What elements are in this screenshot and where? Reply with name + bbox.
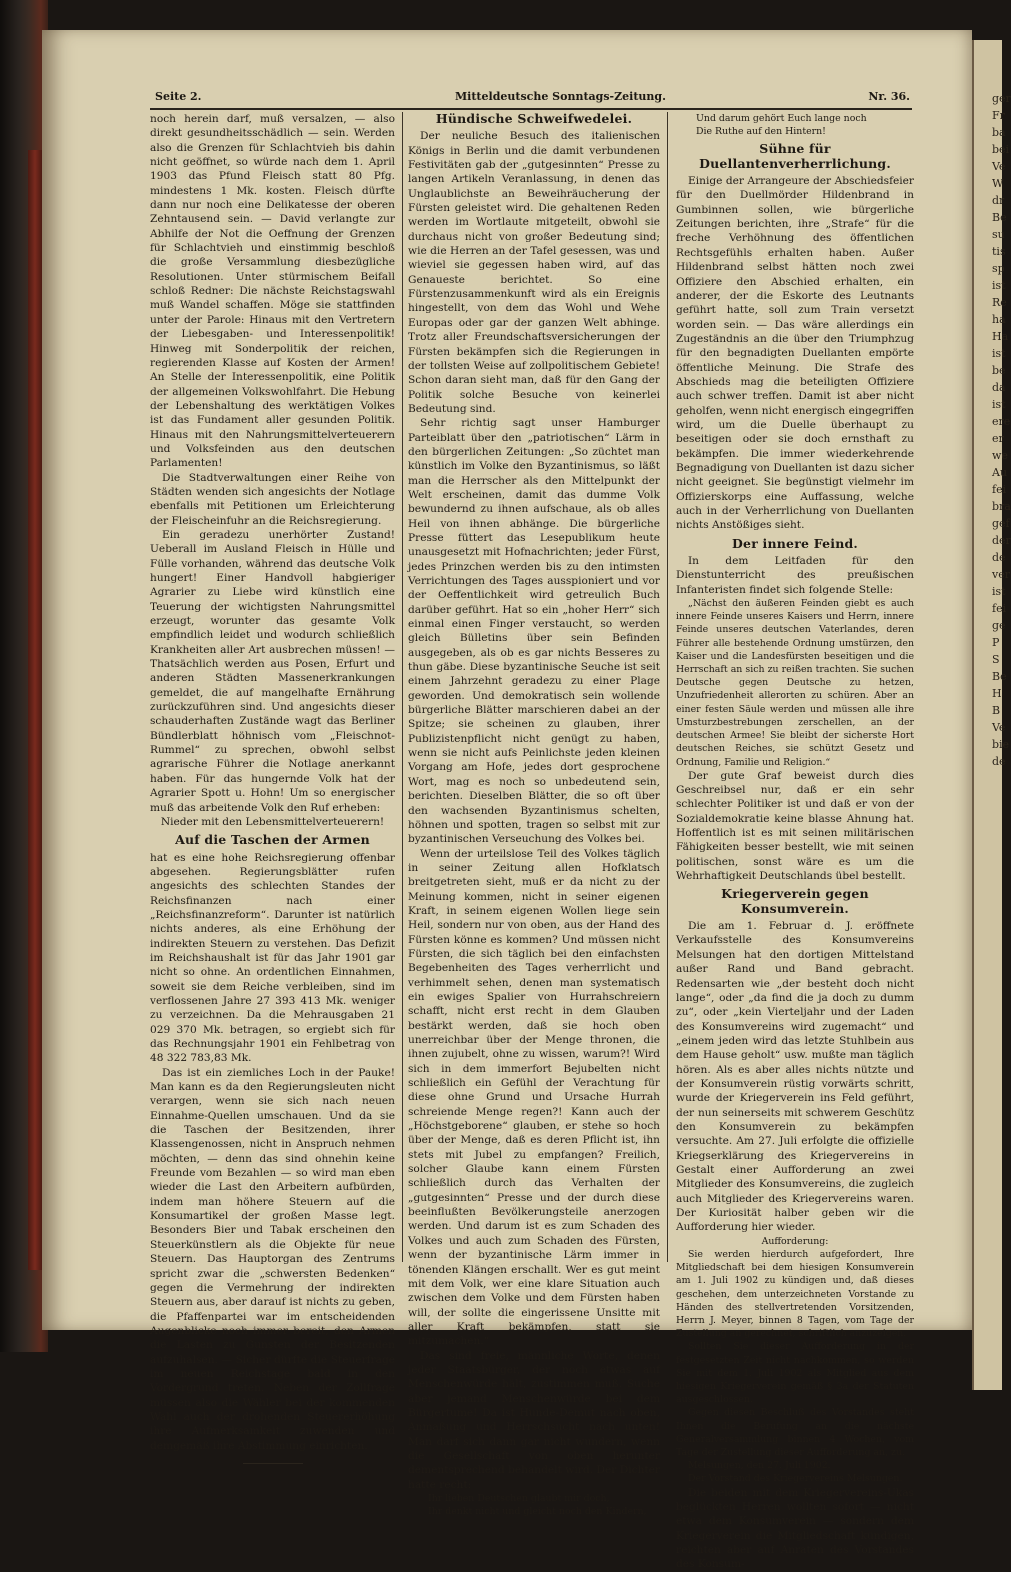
- paragraph: hat es eine hohe Reichsregierung offenbar abgesehen. Regierungsblätter rufen angesichts des schlechten Standes der Reichsfinanzen nach einer „Reichsfinanzreform“. Darunter ist natürlich nichts anderes, als eine Erhöhung der indirekten Steuern zu verstehen. Das Defizit im Reichshaushalt ist für das Jahr 1901 gar nicht so ohne. An ordentlichen Einnahmen, soweit sie dem Reiche verbleiben, sind im verflossenen Jahre 27 393 413 Mk. weniger zu verzeichnen. Da die Mehrausgaben 21 029 370 Mk. betragen, so ergiebt sich für das Rechnungsjahr 1901 ein Fehlbetrag von 48 322 783,83 Mk.: [150, 851, 395, 1065]
- cut-off-line-fragment: fei: [992, 602, 1007, 615]
- paragraph: Der neuliche Besuch des italienischen Königs in Berlin und die damit verbundenen Festivitäten gab der „gutgesinnten“ Presse zu langen Artikeln Veranlassung, in denen das Unglaublichste an Beweihräucherung der Fürsten geleistet wird. Die gehaltenen Reden werden im Wortlaute mitgeteilt, obwohl sie durchaus nicht von großer Bedeutung sind; wie die Herren an der Tafel gesessen, was und wieviel sie gegessen haben wird, auf das Genaueste berichtet. So eine Fürstenzusammenkunft wird als ein Ereignis hingestellt, von dem das Wohl und Wehe Europas oder gar der ganzen Welt abhinge. Trotz aller Freundschaftsversicherungen der Fürsten bekämpfen sich die Regierungen in der tollsten Weise auf zollpolitischem Gebiete! Schon daran sieht man, daß für den Gang der Politik solche Besuche von keinerlei Bedeutung sind.: [408, 130, 660, 415]
- article-heading: Kriegerverein gegen Konsumverein.: [721, 886, 869, 916]
- verse-line: Ihr denkt nicht und gleicht noch den Kindern,: [428, 1506, 647, 1518]
- paragraph: Wenn der urteilslose Teil des Volkes täglich in seiner Zeitung allen Hofklatsch breitgetreten sieht, muß er da nicht zu der Meinung kommen, nicht in seiner eigenen Kraft, in seinem eigenen Wollen liege sein Heil, sondern nur von oben, aus der Hand des Fürsten könne es kommen? Und müssen nicht Fürsten, die sich täglich bei den einfachsten Begebenheiten des Tages verherrlicht und verhimmelt sehen, denen man systematisch ein ewiges Spalier von Hurrahschreiern schafft, nicht erst recht in dem Glauben bestärkt werden, daß sie hoch oben unerreichbar über der Menge thronen, die ihnen zujubelt, ohne zu wissen, warum?! Wird sich in dem immerfort Bejubelten nicht schließlich ein Gefühl der Verachtung für diese ohne Grund und Ursache Hurrah schreiende Menge regen?! Kann auch der „Höchstgeborene“ glauben, er stehe so hoch über der Menge, daß es deren Pflicht ist, ihn stets mit Jubel zu empfangen? Freilich, solcher Glaube kann einem Fürsten schließlich durch das Verhalten der „gutgesinnten“ Presse und der durch diese beeinflußten Bevölkerungsteile anerzogen werden. Und darum ist es zum Schaden des Volkes und auch zum Schaden des Fürsten, wenn der byzantinische Lärm immer in tönenden Klängen erschallt. Wer es gut meint mit dem Volk, wer eine klare Situation auch zwischen dem Volke und dem Fürsten haben will, der sollte die eingerissene Unsitte mit aller Kraft bekämpfen, statt sie mitzumachen.“: [408, 847, 660, 1348]
- cut-off-line-fragment: dr: [992, 194, 1005, 207]
- newspaper-title: Mitteldeutsche Sonntags-Zeitung.: [455, 90, 666, 103]
- paragraph: Das ist ein ziemliches Loch in der Pauke! Man kann es da den Regierungsleuten nicht verargen, wenn sie sich nach neuen Einnahme-Quellen umschauen. Und da sie die Taschen der Besitzenden, ihrer Klassengenossen, nicht in Anspruch nehmen möchten, — denn das sind ohnehin keine Freunde vom Bezahlen — so wird man eben wieder die Last den Arbeitern aufbürden, indem man höhere Steuern auf die Konsumartikel der großen Masse legt. Besonders Bier und Tabak erscheinen den Steuerkünstlern als die Objekte für neue Steuern. Das Hauptorgan des Zentrums spricht zwar die „schwersten Bedenken“ gegen die Vermehrung der indirekten Steuern aus, aber darauf ist nichts zu geben, die Pfaffenpartei war im entscheidenden Augenblicke noch immer bereit, den Armen die Lasten zu Gunsten der Besitzenden aufzuhalsen. — Sicher dürfte die Steuerfrage im neuen Reichstage bald in den Vordergrund treten. Neben der Zollfrage müssen also die Wähler bei der kommenden Wahl auch der drohenden Steuererhöhung ihre Aufmerksamkeit zuwenden und demgemäß ihre Abstimmung einrichten.: [150, 1066, 395, 1452]
- cut-off-line-fragment: fei: [992, 483, 1007, 496]
- cut-off-line-fragment: W: [992, 177, 1004, 190]
- column-3: [676, 112, 914, 1572]
- cut-off-line-fragment: ist: [992, 585, 1006, 598]
- cut-off-line-fragment: ger: [992, 92, 1011, 105]
- spine-cloth: [28, 150, 42, 1270]
- paragraph: In dem Leitfaden für den Dienstunterricht des preußischen Infanteristen findet sich folgende Stelle:: [676, 555, 914, 596]
- paragraph: Die am 1. Februar d. J. eröffnete Verkaufsstelle des Konsumvereins Melsungen hat den dortigen Mittelstand außer Rand und Band gebracht. Redensarten wie „der besteht doch nicht lange“, oder „da find die ja doch zu dumm zu“, oder „kein Vierteljahr und der Laden des Konsumvereins wird zugemacht“ und „einem jeden wird das letzte Stuhlbein aus dem Hause geholt“ usw. mußte man täglich hören. Als es aber alles nichts nützte und der Konsumverein rüstig vorwärts schritt, wurde der Kriegerverein ins Feld geführt, der nun seinerseits mit schwerem Geschütz den Konsumverein zu bekämpfen versuchte. Am 27. Juli erfolgte die offizielle Kriegserklärung des Kriegervereins in Gestalt einer Aufforderung an zwei Mitglieder des Konsumvereins, die zugleich auch Mitglieder des Kriegervereins waren. Der Kuriosität halber geben wir die Aufforderung hier wieder.: [676, 920, 914, 1234]
- cut-off-line-fragment: su: [992, 228, 1005, 241]
- cut-off-line-fragment: de: [992, 551, 1006, 564]
- paragraph: noch herein darf, muß versalzen, — also direkt gesundheitsschädlich — sein. Werden also die Grenzen für Schlachtvieh bis dahin nicht geöffnet, so würde nach dem 1. April 1903 das Pfund Fleisch statt 80 Pfg. mindestens 1 Mk. kosten. Fleisch dürfte dann nur noch eine Delikatesse der oberen Zehntausend sein. — David verlangte zur Abhilfe der Not die Oeffnung der Grenzen für Schlachtvieh und einstimmig beschloß die große Versammlung diesbezügliche Resolutionen. Unter stürmischem Beifall schloß Redner: Die nächste Reichstagswahl muß Wandel schaffen. Möge sie stattfinden unter der Parole: Hinaus mit den Vertretern der Liebesgaben- und Interessenpolitik! Hinweg mit Sonderpolitik der reichen, regierenden Klasse auf Kosten der Armen! An Stelle der Interessenpolitik, eine Politik der allgemeinen Volkswohlfahrt. Die Hebung der Lebenshaltung des werktätigen Volkes ist das Fundament aller gesunden Politik. Hinaus mit den Nahrungsmittelverteuerern und Volksfeinden aus den deutschen Parlamenten!: [150, 113, 395, 470]
- cut-off-line-fragment: tis: [992, 245, 1006, 258]
- cut-off-line-fragment: Ve: [992, 160, 1006, 173]
- paragraph: Einige der Arrangeure der Abschiedsfeier für den Duellmörder Hildenbrand in Gumbinnen sollen, wie bürgerliche Zeitungen berichten, ihre „Strafe“ für die freche Verhöhnung des öffentlichen Rechtsgefühls erhalten haben. Außer Hildenbrand selbst hätten noch zwei Offiziere den Abschied erhalten, ein anderer, der die Eskorte des Leutnants geführt hatte, soll zum Train versetzt worden sein. — Das wäre allerdings ein Zugeständnis an die über den Triumphzug für den begnadigten Duellanten empörte öffentliche Meinung. Die Strafe des Abschieds mag die beteiligten Offiziere auch schwer treffen. Damit ist aber nicht geholfen, wenn nicht energisch eingegriffen wird, um die Duelle überhaupt zu beseitigen oder sie doch ernsthaft zu bekämpfen. Die immer wiederkehrende Begnadigung von Duellanten ist dazu sicher nicht geeignet. Sie begünstigt vielmehr im Offizierskorps eine Auffassung, welche auch in der Verherrlichung von Duellanten nichts Anstößiges sieht.: [676, 175, 914, 532]
- column-divider: [667, 112, 668, 1262]
- notice-text: Gegen diesen Beschluß des Vorstandes steht Ihnen die Berufung an die nächste Generalversammlung binnen 4 Wochen, vom Tage der Zustellung dieser Aufforderung an, zu.: [676, 1407, 914, 1458]
- article-heading: Hündische Schweifwedelei.: [435, 111, 633, 126]
- quotation: „Nächst den äußeren Feinden giebt es auch innere Feinde unseres Kaisers und Herrn, innere Feinde unseres deutschen Vaterlandes, deren Führer alle bestehende Ordnung umstürzen, den Kaiser und die Landesfürsten beseitigen und die Herrschaft an sich zu reißen trachten. Sie suchen Deutsche gegen Deutsche zu hetzen, Unzufriedenheit allerorten zu schüren. Aber an einer festen Säule werden und müssen alle ihre Umsturzbestrebungen zerschellen, an der deutschen Armee! Sie bleibt der sicherste Hort deutschen Reiches, sie schützt Gesetz und Ordnung, Familie und Religion.“: [676, 598, 914, 768]
- article-heading: Auf die Taschen der Armen: [175, 832, 370, 848]
- page-header: [155, 90, 910, 108]
- column-divider: [402, 112, 403, 1262]
- cut-off-line-fragment: ist: [992, 398, 1006, 411]
- cut-off-line-fragment: Au: [992, 466, 1008, 479]
- cut-off-line-fragment: S: [992, 653, 1000, 666]
- cut-off-line-fragment: Be: [992, 670, 1007, 683]
- cut-off-line-fragment: er: [992, 432, 1004, 445]
- cut-off-line-fragment: ver: [992, 568, 1010, 581]
- cut-off-line-fragment: bei: [992, 143, 1010, 156]
- adjacent-page-edge: [972, 40, 1011, 1390]
- cut-off-line-fragment: de: [992, 755, 1006, 768]
- cut-off-line-fragment: H: [992, 687, 1002, 700]
- cut-off-line-fragment: ist: [992, 279, 1006, 292]
- cut-off-line-fragment: bra: [992, 500, 1011, 513]
- cut-off-line-fragment: bie: [992, 738, 1010, 751]
- slogan: Nieder mit den Lebensmittelverteuerern!: [160, 815, 385, 828]
- cut-off-line-fragment: ge: [992, 619, 1006, 632]
- paragraph: Das sind freie, männliche Worte, denen jeder Staatsbürger, der noch etwas auf Menschenwürde hält, zustimmen muß. Suche aber jemand Menschenwürde bei dem Bürgertume! Da ist Hunde-Demut nach oben, Anmaßung und Herrschsucht nach unten! Man darf sich dann gar nicht wundern, wenn die Gesellschaft von oben herunter dementsprechend behandelt wird. Der Dichter hatte recht:: [408, 1349, 660, 1491]
- notice-heading: Aufforderung:: [761, 1235, 829, 1247]
- paragraph: Die beiden mit dem Kriegervereins-Ukas beglückten Herren wollten sofort — nicht etwa dem Konsumverein — sondern dem Kriegerverein die Mitgliedschaft kündigen, reichten aber auf Anraten des Vorstandes des Konsum-: [676, 1486, 914, 1571]
- cut-off-line-fragment: da: [992, 381, 1006, 394]
- cut-off-line-fragment: P: [992, 636, 1000, 649]
- cut-off-line-fragment: ere: [992, 415, 1011, 428]
- verse-line: Die Ruthe auf den Hintern!: [696, 126, 826, 138]
- column-1: [150, 112, 395, 1464]
- header-rule: [150, 108, 912, 110]
- cut-off-line-fragment: B: [992, 704, 1001, 717]
- cut-off-line-fragment: ist: [992, 347, 1006, 360]
- page-number: Seite 2.: [155, 90, 202, 103]
- notice-signature: Der Vorstand des Kriegervereins Melsungen.: [688, 1473, 903, 1485]
- paragraph: Sehr richtig sagt unser Hamburger Parteiblatt über den „patriotischen“ Lärm in den bürgerlichen Zeitungen: „So züchtet man künstlich im Volke den Byzantinismus, so läßt man die Herrscher als den Mittelpunkt der Welt erscheinen, damit das dumme Volk bewundernd zu ihnen aufschaue, als ob alles Heil von ihnen abhänge. Die bürgerliche Presse füttert das Lesepublikum heute unausgesetzt mit Hofnachrichten; jeder Fürst, jedes Prinzchen werden bis zu den intimsten Verrichtungen des Tages ausspioniert und vor der Oeffentlichkeit wird getreulich Buch darüber geführt. Hat so ein „hoher Herr“ sich einmal einen Finger verstaucht, so werden gleich Bülletins über sein Befinden ausgegeben, als ob es gar nichts Besseres zu thun gäbe. Diese byzantinische Seuche ist seit einem Jahrzehnt geradezu zu einer Plage geworden. Und demokratisch sein wollende bürgerliche Blätter marschieren dabei an der Spitze; sie scheinen zu glauben, ihrer Publizistenpflicht nicht genügt zu haben, wenn sie nicht aufs Peinlichste jeden kleinen Vorgang am Hofe, jedes dort gesprochene Wort, mag es noch so unbedeutend sein, berichten. Dieselben Blätter, die so oft über den wachsenden Byzantinismus schelten, höhnen und spotten, tragen so selbst mit zur byzantinischen Verseuchung des Volkes bei.: [408, 417, 660, 846]
- paragraph: Die Stadtverwaltungen einer Reihe von Städten wenden sich angesichts der Notlage ebenfalls mit Petitionen um Erleichterung der Fleischeinfuhr an die Reichsregierung.: [150, 471, 395, 527]
- article-heading: Sühne für Duellantenverherrlichung.: [699, 141, 891, 171]
- issue-number: Nr. 36.: [868, 90, 910, 103]
- cut-off-line-fragment: Re: [992, 296, 1007, 309]
- cut-off-line-fragment: be: [992, 364, 1006, 377]
- cut-off-line-fragment: ba: [992, 126, 1006, 139]
- column-2: [408, 112, 660, 1518]
- verse-line: Ihr lieben Deutschen glaubt mir doch,: [428, 1493, 610, 1504]
- notice-text: Sollten Sie dieser Aufforderung in der festgesetzten Zeit nicht nachkommen, so werden Sie mit dem 1. Juli 1902 als Mitglied aus dem hiesigen Kriegerverein gemäß § 3a der Statuten ausgeschlossen.: [676, 1341, 914, 1406]
- notice-date: Melsungen, den 27. Juli 1902.: [688, 1460, 831, 1472]
- cut-off-line-fragment: Ve: [992, 721, 1006, 734]
- cut-off-line-fragment: Fr: [992, 109, 1005, 122]
- cut-off-line-fragment: der: [992, 534, 1011, 547]
- cut-off-line-fragment: Ha: [992, 330, 1009, 343]
- verse-line: Und darum gehört Euch lange noch: [696, 113, 867, 124]
- notice-text: Sie werden hierdurch aufgefordert, Ihre Mitgliedschaft bei dem hiesigen Konsumverein am 1. Juli 1902 zu kündigen und, daß dieses geschehen, dem unterzeichneten Vorstande zu Händen des stellvertretenden Vorsitzenden, Herrn J. Meyer, binnen 8 Tagen, vom Tage der Zustellung an gerechnet, schriftlich anzuzeigen.: [676, 1248, 914, 1340]
- cut-off-line-fragment: we: [992, 449, 1008, 462]
- article-heading: Der innere Feind.: [732, 535, 858, 551]
- cut-off-line-fragment: sp: [992, 262, 1005, 275]
- cut-off-line-fragment: ha: [992, 313, 1006, 326]
- paragraph: Ein geradezu unerhörter Zustand! Ueberall im Ausland Fleisch in Hülle und Fülle vorhanden, während das deutsche Volk hungert! Einer Handvoll habgieriger Agrarier zu Liebe wird künstlich eine Teuerung der wichtigsten Nahrungsmittel erzeugt, worunter das gesamte Volk empfindlich leidet und wodurch schließlich Krankheiten aller Art ausbrechen müssen! — Thatsächlich werden aus Posen, Erfurt und anderen Städten Massenerkrankungen gemeldet, die auf mangelhafte Ernährung zurückzuführen sind. Und angesichts dieser schauderhaften Zustände wagt das Berliner Bündlerblatt höhnisch vom „Fleischnot-Rummel“ zu sprechen, obwohl selbst agrarische Führer die Notlage anerkannt haben. Für das hungernde Volk hat der Agrarier Spott u. Hohn! Um so energischer muß das arbeitende Volk den Ruf erheben:: [150, 528, 395, 814]
- cut-off-line-fragment: gef: [992, 517, 1010, 530]
- end-rule: [243, 1463, 303, 1464]
- cut-off-line-fragment: Be: [992, 211, 1007, 224]
- paragraph: Der gute Graf beweist durch dies Geschreibsel nur, daß er ein sehr schlechter Politiker ist und daß er von der Sozialdemokratie keine blasse Ahnung hat. Hoffentlich ist es mit seinen militärischen Fähigkeiten besser bestellt, wie mit seinen politischen, sonst wäre es um die Wehrhaftigkeit Deutschlands übel bestellt.: [676, 769, 914, 883]
